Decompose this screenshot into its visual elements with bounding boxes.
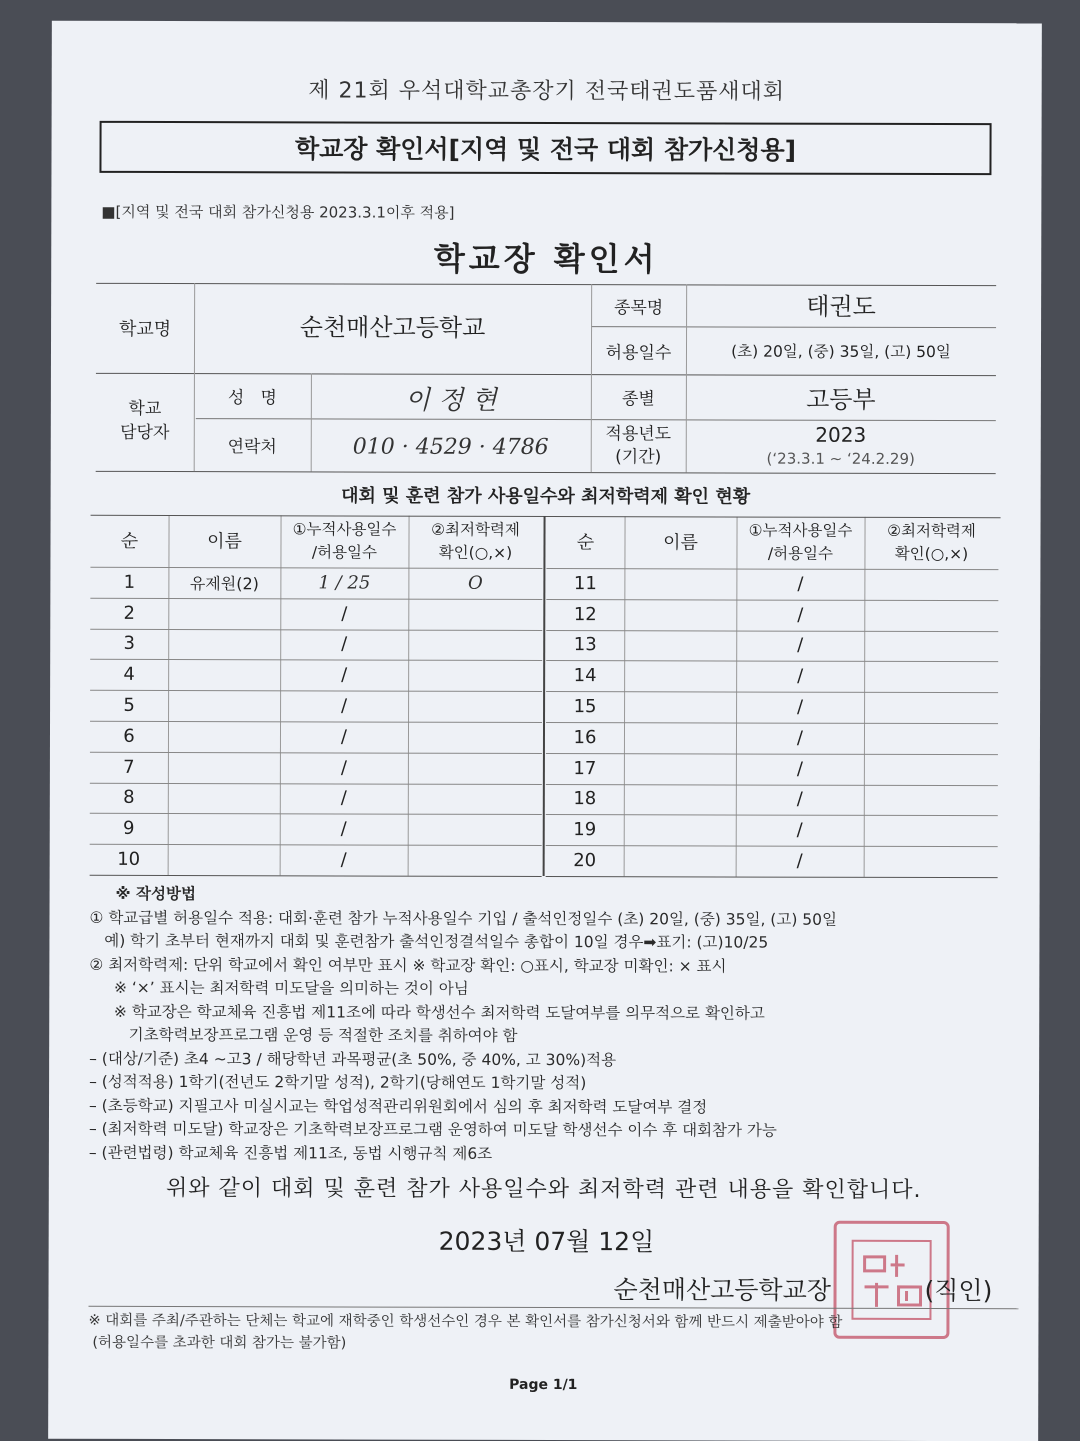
table-cell-confirm <box>408 629 542 660</box>
table-cell-no: 3 <box>123 633 135 655</box>
table-cell-no: 5 <box>123 694 135 717</box>
info-table <box>96 283 996 477</box>
table-cell-name <box>168 721 280 752</box>
table-cell-name <box>624 815 736 846</box>
contact-label: 연락처 <box>227 437 277 458</box>
table-cell-confirm <box>864 723 998 754</box>
table-cell-name <box>168 813 280 844</box>
table-header-cell: 이름 <box>207 530 242 552</box>
table-cell-no: 11 <box>573 572 597 595</box>
instruction-line: ※ ‘×’ 표시는 최저학력 미도달을 의미하는 것이 아님 <box>89 978 469 998</box>
table-cell-days: / <box>797 635 804 657</box>
instruction-line: ② 최저학력제: 단위 학교에서 확인 여부만 표시 ※ 학교장 확인: ○표시, 학교장 미확인: × 표시 <box>89 955 727 976</box>
instruction-line: 예) 학기 초부터 현재까지 대회 및 훈련참가 출석인정결석일수 총합이 10일 경우➡표기: (고)10/25 <box>89 931 769 952</box>
competition-title: 제 21회 우석대학교총장기 전국태권도품새대회 <box>308 78 786 105</box>
table-cell-days: / <box>796 789 803 811</box>
table-cell-days: / <box>340 787 347 809</box>
section-heading: 대회 및 훈련 참가 사용일수와 최저학력제 확인 현황 <box>341 485 751 508</box>
instruction-line: – (성적적용) 1학기(전년도 2학기말 성적), 2학기(당해연도 1학기말 성적) <box>89 1073 587 1093</box>
table-cell-name <box>168 844 280 875</box>
table-cell-no: 16 <box>573 726 597 749</box>
table-cell-confirm <box>408 691 542 722</box>
issue-date: 2023년 07월 12일 <box>438 1226 655 1257</box>
table-cell-confirm <box>864 846 998 877</box>
instructions <box>89 883 1020 1168</box>
manager-name-value: 이 정 현 <box>404 385 497 416</box>
table-header-cell: ②최저학력제 확인(○,×) <box>887 521 976 564</box>
table-cell-days: / <box>796 850 803 872</box>
table-cell-no: 7 <box>123 756 135 778</box>
table-cell-days: / <box>797 604 804 626</box>
table-cell-name <box>168 598 280 629</box>
table-cell-name <box>624 753 736 784</box>
table-cell-no: 14 <box>573 665 597 687</box>
table-cell-name <box>168 752 280 783</box>
form-title-box <box>99 121 991 175</box>
instruction-line: ※ 학교장은 학교체육 진흥법 제11조에 따라 학생선수 최저학력 도달여부를 의무적으로 확인하고 <box>89 1002 765 1023</box>
table-cell-name <box>624 784 736 815</box>
table-header-cell: ①누적사용일수 /허용일수 <box>748 521 853 563</box>
document-page <box>48 21 1042 1441</box>
table-bottom-border <box>546 876 998 878</box>
table-cell-name <box>624 568 736 599</box>
table-cell-name <box>624 845 736 876</box>
table-cell-confirm <box>408 845 542 876</box>
table-cell-days: / <box>340 849 347 871</box>
table-header-cell: 이름 <box>663 531 698 553</box>
table-cell-no: 8 <box>123 787 135 809</box>
table-cell-confirm <box>864 569 998 600</box>
instruction-line: ※ 작성방법 <box>115 884 196 904</box>
table-cell-days: / <box>341 664 348 686</box>
table-bottom-border <box>90 875 542 877</box>
table-cell-days: / <box>340 695 348 717</box>
table-cell-no: 6 <box>123 725 135 747</box>
table-cell-confirm <box>864 661 998 692</box>
table-cell-days: / <box>796 758 803 780</box>
page-number: Page 1/1 <box>509 1376 578 1394</box>
table-cell-confirm <box>864 692 998 723</box>
table-cell-confirm <box>864 630 998 661</box>
table-cell-no: 10 <box>117 848 141 871</box>
table-cell-name <box>168 783 280 814</box>
footnote <box>88 1311 1018 1357</box>
usage-table <box>90 515 1001 877</box>
table-cell-no: 17 <box>573 757 597 779</box>
table-header-cell: 순 <box>120 530 139 552</box>
event-label: 종목명 <box>613 297 664 318</box>
table-cell-days: / <box>341 603 348 625</box>
table-cell-days: / <box>340 818 347 840</box>
table-cell-name <box>624 630 736 661</box>
table-cell-days: / <box>340 757 347 779</box>
table-cell-no: 15 <box>573 696 597 718</box>
table-cell-no: 13 <box>573 634 597 656</box>
event-value: 태권도 <box>806 292 876 321</box>
table-cell-confirm <box>408 783 542 814</box>
instruction-line: – (초등학교) 지필고사 미실시교는 학업성적관리위원회에서 심의 후 최저학력 도달여부 결정 <box>88 1096 708 1117</box>
table-cell-name <box>168 690 280 721</box>
table-cell-no: 20 <box>573 850 597 872</box>
school-name-value: 순천매산고등학교 <box>299 312 486 342</box>
contact-value: 010 · 4529 · 4786 <box>352 433 549 460</box>
table-cell-days: / <box>797 573 804 595</box>
table-cell-confirm: O <box>467 572 483 594</box>
table-cell-days: / <box>796 819 803 841</box>
school-name-label: 학교명 <box>118 318 172 341</box>
manager-label: 학교 담당자 <box>120 399 170 444</box>
table-cell-name <box>168 629 280 660</box>
year-label: 적용년도 (기간) <box>605 424 672 467</box>
table-cell-name: 유제원(2) <box>189 573 259 594</box>
table-header-cell: 순 <box>576 531 595 553</box>
table-cell-confirm <box>864 754 998 785</box>
year-value: 2023 <box>815 422 867 447</box>
table-cell-confirm <box>864 784 998 815</box>
seal-icon <box>846 1235 936 1325</box>
table-cell-no: 1 <box>123 571 136 593</box>
table-cell-confirm <box>408 722 542 753</box>
category-label: 종별 <box>621 389 655 410</box>
table-cell-days: / <box>340 726 348 748</box>
table-cell-name <box>624 661 736 692</box>
table-cell-days: 1 / 25 <box>318 572 371 594</box>
table-cell-name <box>168 659 280 690</box>
table-cell-days: / <box>797 665 804 687</box>
table-cell-name <box>624 599 736 630</box>
table-header-cell: ①누적사용일수 /허용일수 <box>292 520 397 562</box>
allowed-days-value: (초) 20일, (중) 35일, (고) 50일 <box>731 342 951 362</box>
table-cell-confirm <box>408 660 542 691</box>
instruction-line: – (대상/기준) 초4 ~고3 / 해당학년 과목평균(초 50%, 중 40%, 고 30%)적용 <box>89 1049 617 1070</box>
table-cell-name <box>624 722 736 753</box>
category-value: 고등부 <box>806 385 876 414</box>
principal-signature: 순천매산고등학교장 <box>613 1275 831 1305</box>
instruction-line: 기초학력보장프로그램 운영 등 적절한 조치를 취하여야 함 <box>89 1026 518 1046</box>
page-title: 학교장 확인서 <box>433 239 659 279</box>
table-cell-no: 12 <box>573 603 597 625</box>
seal-label: (직인) <box>924 1275 993 1306</box>
table-cell-no: 19 <box>573 819 597 841</box>
table-header-cell: ②최저학력제 확인(○,×) <box>431 520 520 562</box>
form-title: 학교장 확인서[지역 및 전국 대회 참가신청용] <box>294 134 797 165</box>
footnote-line: (허용일수를 초과한 대회 참가는 불가함) <box>92 1334 347 1352</box>
table-cell-name <box>624 691 736 722</box>
applicability-note: ■[지역 및 전국 대회 참가신청용 2023.3.1이후 적용] <box>101 202 455 222</box>
instruction-line: – (최저학력 미도달) 학교장은 기초학력보장프로그램 운영하여 미도달 학생선수 이수 후 대회참가 가능 <box>88 1120 777 1141</box>
allowed-days-label: 허용일수 <box>605 342 672 363</box>
table-cell-no: 18 <box>573 788 597 810</box>
table-cell-days: / <box>796 696 804 718</box>
confirmation-statement: 위와 같이 대회 및 훈련 참가 사용일수와 최저학력 관련 내용을 확인합니다. <box>166 1176 922 1203</box>
table-cell-days: / <box>796 727 804 749</box>
table-cell-confirm <box>408 598 542 629</box>
table-cell-confirm <box>864 815 998 846</box>
table-cell-no: 9 <box>122 818 135 840</box>
instruction-line: ① 학교급별 허용일수 적용: 대회·훈련 참가 누적사용일수 기입 / 출석인정일수 (초) 20일, (중) 35일, (고) 50일 <box>89 908 838 929</box>
year-period: (‘23.3.1 ~ ‘24.2.29) <box>766 449 915 468</box>
table-cell-confirm <box>408 814 542 845</box>
instruction-line: – (관련법령) 학교체육 진흥법 제11조, 동법 시행규칙 제6조 <box>88 1143 493 1163</box>
table-cell-no: 4 <box>123 664 135 686</box>
footnote-line: ※ 대회를 주최/주관하는 단체는 학교에 재학중인 학생선수인 경우 본 확인서를 참가신청서와 함께 반드시 제출받아야 함 <box>88 1312 843 1331</box>
table-cell-confirm <box>864 600 998 631</box>
table-cell-no: 2 <box>123 602 136 624</box>
table-cell-days: / <box>341 633 348 655</box>
table-cell-confirm <box>408 752 542 783</box>
manager-name-label: 성 명 <box>227 388 277 409</box>
